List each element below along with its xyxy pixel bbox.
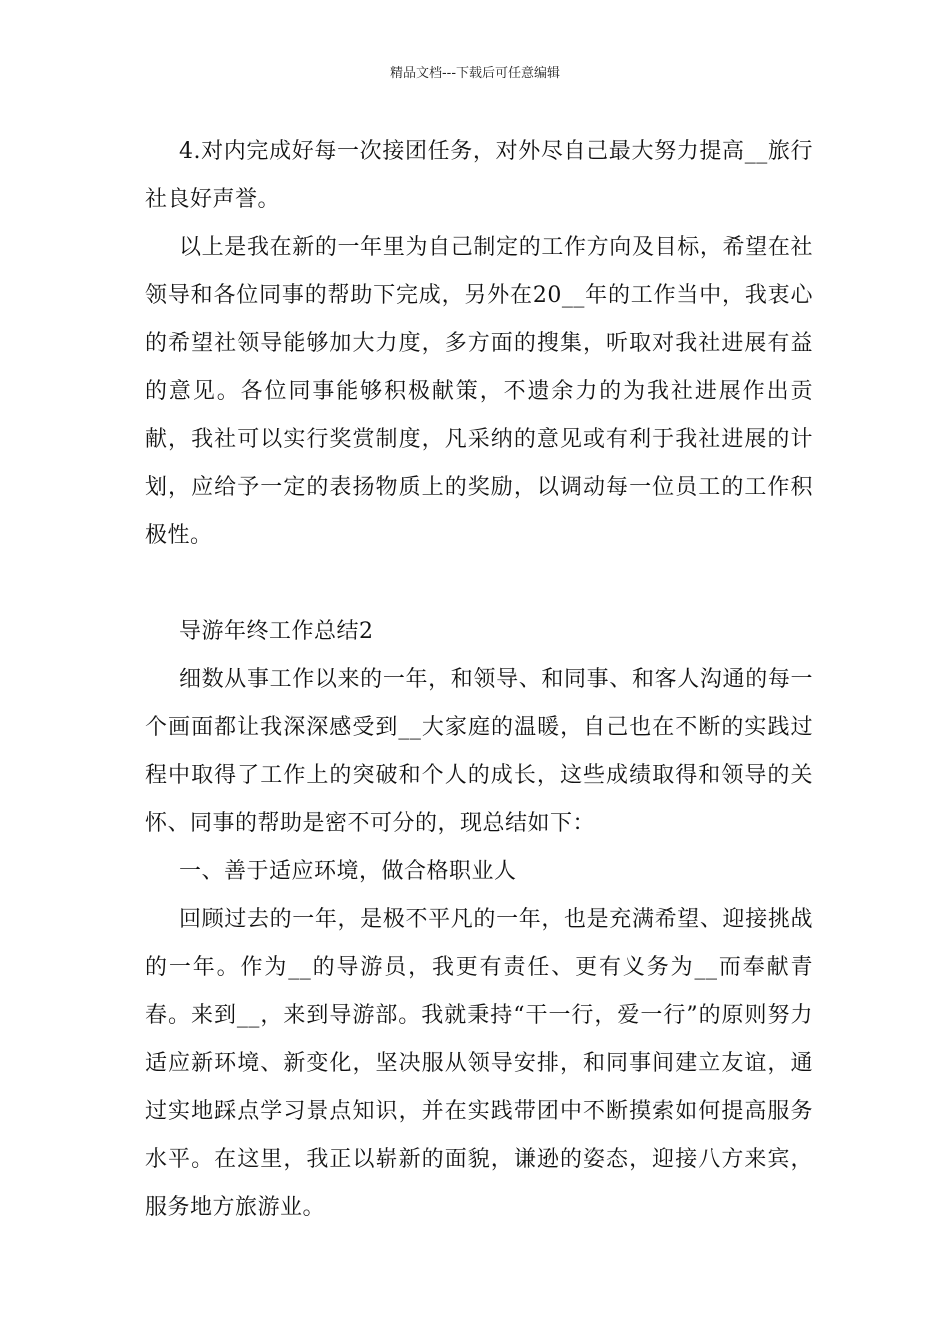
paragraph-intro: 细数从事工作以来的一年，和领导、和同事、和客人沟通的每一个画面都让我深深感受到__大家庭的温暖，自己也在不断的实践过程中取得了工作上的突破和个人的成长，这些成绩取得和领导的关怀、同事的帮助是密不可分的，现总结如下： — [145, 667, 813, 836]
section-gap — [145, 560, 813, 608]
section-title: 导游年终工作总结2 — [179, 619, 374, 644]
paragraph-summary: 以上是我在新的一年里为自己制定的工作方向及目标，希望在社领导和各位同事的帮助下完成，另外在20__年的工作当中，我衷心的希望社领导能够加大力度，多方面的搜集，听取对我社进展有益的意见。各位同事能够积极献策，不遗余力的为我社进展作出贡献，我社可以实行奖赏制度，凡采纳的意见或有利于我社进展的计划，应给予一定的表扬物质上的奖励，以调动每一位员工的工作积极性。 — [145, 235, 813, 548]
paragraph-goal-4: 4.对内完成好每一次接团任务，对外尽自己最大努力提高__旅行社良好声誉。 — [145, 139, 813, 212]
document-body — [145, 128, 813, 1232]
paragraph-review: 回顾过去的一年，是极不平凡的一年，也是充满希望、迎接挑战的一年。作为__的导游员，我更有责任、更有义务为__而奉献青春。来到__，来到导游部。我就秉持“干一行，爱一行”的原则努力适应新环境、新变化，坚决服从领导安排，和同事间建立友谊，通过实地踩点学习景点知识，并在实践带团中不断摸索如何提高服务水平。在这里，我正以崭新的面貌，谦逊的姿态，迎接八方来宾，服务地方旅游业。 — [145, 907, 813, 1220]
page-header: 精品文档---下载后可任意编辑 — [389, 66, 561, 81]
subheading-1: 一、善于适应环境，做合格职业人 — [179, 859, 517, 884]
